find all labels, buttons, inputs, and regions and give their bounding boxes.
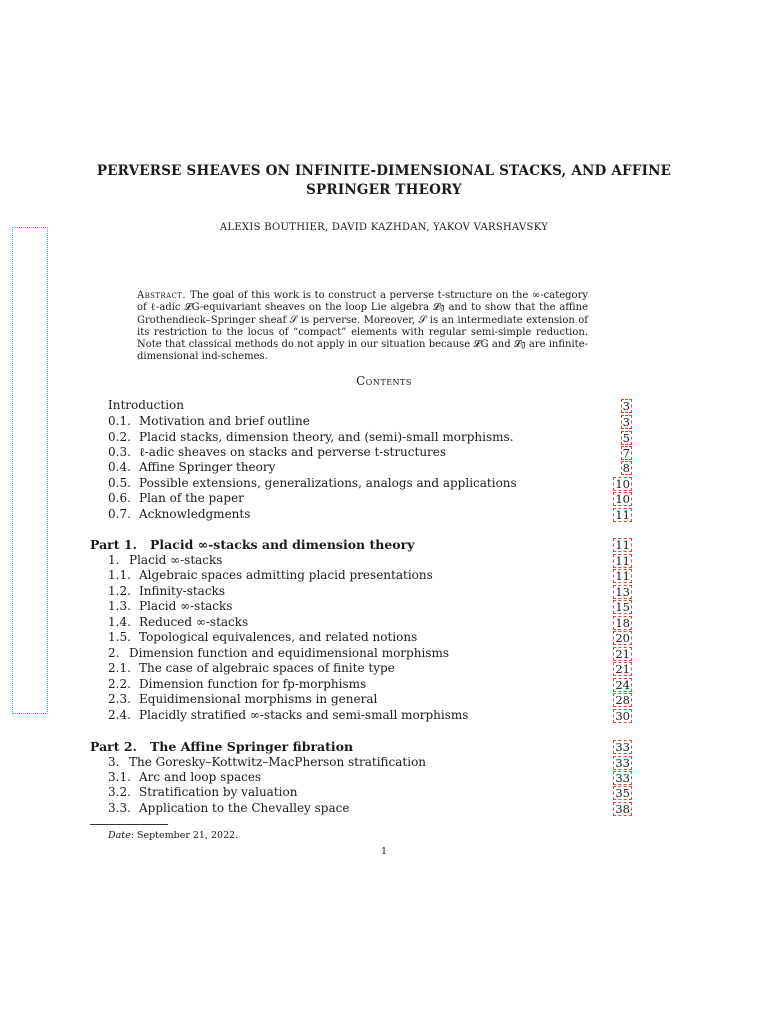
toc-entry-number: 3.3.	[108, 801, 131, 815]
toc-entry-number: 1.3.	[108, 599, 131, 613]
toc-entry-label: Placidly stratified ∞-stacks and semi-small morphisms	[139, 708, 469, 722]
toc-page-link[interactable]: 33	[615, 771, 630, 785]
toc-entry[interactable]	[0, 661, 768, 676]
toc-page-link[interactable]: 3	[622, 399, 630, 413]
toc-entry-label: Acknowledgments	[139, 507, 251, 521]
toc-entry[interactable]	[0, 430, 768, 445]
toc-page-link[interactable]: 15	[615, 600, 630, 614]
toc-page-link[interactable]: 3	[622, 415, 630, 429]
toc-entry[interactable]	[0, 630, 768, 645]
toc-entry[interactable]	[0, 770, 768, 785]
toc-page-link[interactable]: 33	[615, 756, 630, 770]
toc-entry-label: Placid stacks, dimension theory, and (semi)-small morphisms.	[139, 430, 514, 444]
toc-page-link[interactable]: 20	[615, 631, 630, 645]
contents-heading: Contents	[356, 374, 412, 388]
toc-entry-label: Motivation and brief outline	[139, 414, 310, 428]
toc-page-link[interactable]: 30	[615, 709, 630, 723]
toc-entry-number: 2.2.	[108, 677, 131, 691]
toc-entry[interactable]	[0, 491, 768, 506]
toc-page-link[interactable]: 13	[615, 585, 630, 599]
toc-entry-number: 0.4.	[108, 460, 131, 474]
toc-entry-number: 1.1.	[108, 568, 131, 582]
toc-entry[interactable]	[0, 398, 768, 413]
toc-entry-number: Part 2.	[90, 739, 137, 754]
toc-entry[interactable]	[0, 646, 768, 661]
toc-entry-number: 0.6.	[108, 491, 131, 505]
toc-entry-number: 1.4.	[108, 615, 131, 629]
toc-page-link[interactable]: 11	[615, 569, 630, 583]
footnote-rule	[90, 824, 168, 825]
toc-entry-number: 0.5.	[108, 476, 131, 490]
toc-entry-number: 2.4.	[108, 708, 131, 722]
toc-entry-number: 0.7.	[108, 507, 131, 521]
toc-entry-number: 1.	[108, 553, 120, 567]
authors: ALEXIS BOUTHIER, DAVID KAZHDAN, YAKOV VARSHAVSKY	[219, 222, 549, 233]
toc-page-link[interactable]: 18	[615, 616, 630, 630]
toc-page-link[interactable]: 11	[615, 554, 630, 568]
toc-page-link[interactable]: 21	[615, 662, 630, 676]
toc-part-entry[interactable]	[0, 739, 768, 754]
toc-entry[interactable]	[0, 445, 768, 460]
title-line-1: PERVERSE SHEAVES ON INFINITE-DIMENSIONAL STACKS, AND AFFINE	[96, 163, 672, 179]
toc-entry-label: Introduction	[108, 398, 184, 412]
toc-entry-label: The case of algebraic spaces of finite type	[139, 661, 395, 675]
toc-entry-number: 3.1.	[108, 770, 131, 784]
toc-entry-label: Topological equivalences, and related notions	[139, 630, 418, 644]
toc-entry-label: Dimension function and equidimensional morphisms	[129, 646, 449, 660]
toc-entry[interactable]	[0, 677, 768, 692]
toc-entry[interactable]	[0, 599, 768, 614]
toc-entry-label: Reduced ∞-stacks	[139, 615, 249, 629]
toc-entry-label: Placid ∞-stacks	[129, 553, 223, 567]
toc-entry-number: 1.5.	[108, 630, 131, 644]
toc-entry[interactable]	[0, 584, 768, 599]
toc-page-link[interactable]: 21	[615, 647, 630, 661]
toc-entry-number: 2.	[108, 646, 120, 660]
toc-entry-label: The Affine Springer fibration	[150, 739, 354, 754]
toc-page-link[interactable]: 10	[615, 492, 630, 506]
toc-page-link[interactable]: 7	[622, 446, 630, 460]
abstract	[137, 290, 588, 364]
toc-page-link[interactable]: 38	[615, 802, 630, 816]
toc-page-link[interactable]: 33	[615, 740, 630, 754]
toc-entry-number: 0.2.	[108, 430, 131, 444]
toc-entry-number: 0.1.	[108, 414, 131, 428]
toc-entry[interactable]	[0, 460, 768, 475]
toc-part-entry[interactable]	[0, 537, 768, 552]
toc-entry[interactable]	[0, 476, 768, 491]
toc-entry[interactable]	[0, 801, 768, 816]
toc-page-link[interactable]: 28	[615, 693, 630, 707]
toc-entry[interactable]	[0, 507, 768, 522]
footnote	[108, 830, 238, 841]
toc-entry-number: 0.3.	[108, 445, 131, 459]
toc-entry[interactable]	[0, 692, 768, 707]
toc-entry-label: Affine Springer theory	[139, 460, 276, 474]
toc-entry[interactable]	[0, 785, 768, 800]
toc-page-link[interactable]: 11	[615, 508, 630, 522]
abstract-lead: Abstract.	[137, 290, 186, 301]
toc-entry-number: Part 1.	[90, 537, 137, 552]
toc-entry-label: Plan of the paper	[139, 491, 244, 505]
toc-entry-number: 3.2.	[108, 785, 131, 799]
toc-entry[interactable]	[0, 414, 768, 429]
toc-entry-label: The Goresky–Kottwitz–MacPherson stratification	[129, 755, 427, 769]
toc-entry-label: Stratification by valuation	[139, 785, 298, 799]
toc-page-link[interactable]: 35	[615, 786, 630, 800]
title-line-2: SPRINGER THEORY	[306, 182, 462, 198]
toc-entry[interactable]	[0, 755, 768, 770]
toc-page-link[interactable]: 11	[615, 538, 630, 552]
toc-page-link[interactable]: 10	[615, 477, 630, 491]
toc-entry[interactable]	[0, 553, 768, 568]
toc-entry-label: Arc and loop spaces	[139, 770, 262, 784]
toc-entry-label: Dimension function for fp-morphisms	[139, 677, 367, 691]
toc-entry[interactable]	[0, 615, 768, 630]
toc-entry-label: Placid ∞-stacks and dimension theory	[150, 537, 415, 552]
toc-page-link[interactable]: 24	[615, 678, 630, 692]
toc-entry-number: 1.2.	[108, 584, 131, 598]
toc-entry-label: Application to the Chevalley space	[139, 801, 350, 815]
footnote-text: : September 21, 2022.	[130, 830, 239, 841]
toc-entry-label: Infinity-stacks	[139, 584, 225, 598]
toc-entry-label: Placid ∞-stacks	[139, 599, 233, 613]
paper-title	[90, 162, 678, 200]
page-number: 1	[380, 846, 388, 857]
toc-entry-number: 2.1.	[108, 661, 131, 675]
toc-entry-number: 3.	[108, 755, 120, 769]
toc-entry-number: 2.3.	[108, 692, 131, 706]
toc-page-link[interactable]: 8	[622, 461, 630, 475]
toc-entry[interactable]	[0, 568, 768, 583]
toc-page-link[interactable]: 5	[622, 431, 630, 445]
toc-entry-label: Algebraic spaces admitting placid presentations	[139, 568, 433, 582]
abstract-text: The goal of this work is to construct a perverse t-structure on the ∞-category of ℓ-adic 𝓛G-equivariant sheaves on the loop Lie algebra 𝓛𝔤 and to show that the affine Grothendieck–Springer sheaf 𝒮 is perverse. Moreover, 𝒮 is an intermediate extension of its restriction to the locus of “compact” elements with regular semi-simple reduction. Note that classical methods do not apply in our situation because 𝓛G and 𝓛𝔤 are infinite-dimensional ind-schemes.	[137, 290, 588, 363]
toc-entry-label: Possible extensions, generalizations, analogs and applications	[139, 476, 517, 490]
footnote-label: Date	[108, 830, 131, 841]
toc-entry-label: Equidimensional morphisms in general	[139, 692, 378, 706]
toc-entry[interactable]	[0, 708, 768, 723]
toc-entry-label: ℓ-adic sheaves on stacks and perverse t-structures	[139, 445, 447, 459]
